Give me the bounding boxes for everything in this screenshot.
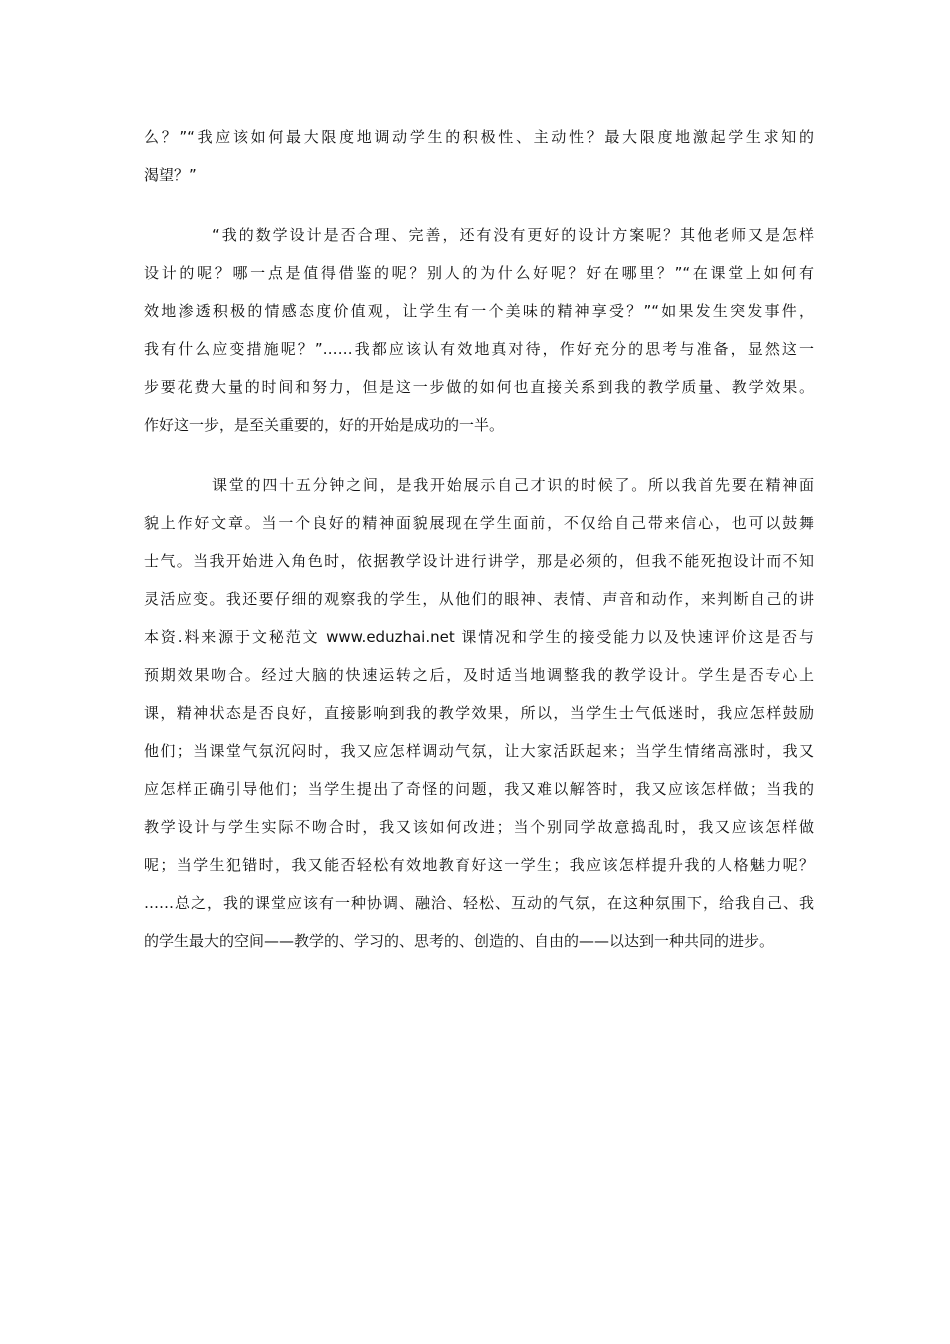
text-line: “我的数学设计是否合理、完善，还有没有更好的设计方案呢？其他老师又是怎样 xyxy=(212,226,814,244)
text-line: 步要花费大量的时间和努力，但是这一步做的如何也直接关系到我的教学质量、教学效果。 xyxy=(144,378,814,396)
text-line: 我有什么应变措施呢？”……我都应该认有效地真对待，作好充分的思考与准备，显然这一 xyxy=(144,340,814,358)
text-line: 呢；当学生犯错时，我又能否轻松有效地教育好这一学生；我应该怎样提升我的人格魅力呢？ xyxy=(144,856,814,874)
paragraph-gap xyxy=(144,194,814,216)
text-line: 课，精神状态是否良好，直接影响到我的教学效果，所以，当学生士气低迷时，我应怎样鼓励 xyxy=(144,704,814,722)
text-line: 士气。当我开始进入角色时，依据教学设计进行讲学，那是必须的，但我不能死抱设计而不知 xyxy=(144,552,814,570)
text-line: 设计的呢？哪一点是值得借鉴的呢？别人的为什么好呢？好在哪里？”“在课堂上如何有 xyxy=(144,264,814,282)
document-body xyxy=(144,118,814,960)
text-line: 的学生最大的空间——教学的、学习的、思考的、创造的、自由的——以达到一种共同的进步。 xyxy=(144,932,775,950)
text-line: 课堂的四十五分钟之间，是我开始展示自己才识的时候了。所以我首先要在精神面 xyxy=(212,476,814,494)
text-line: 么？”“我应该如何最大限度地调动学生的积极性、主动性？最大限度地激起学生求知的 xyxy=(144,128,814,146)
text-line: 作好这一步，是至关重要的，好的开始是成功的一半。 xyxy=(144,416,505,434)
paragraph-gap xyxy=(144,444,814,466)
text-line: 本资.料来源于文秘范文 www.eduzhai.net 课情况和学生的接受能力以及快速评价这是否与 xyxy=(144,628,814,646)
text-line: 貌上作好文章。当一个良好的精神面貌展现在学生面前，不仅给自己带来信心，也可以鼓舞 xyxy=(144,514,814,532)
text-line: 应怎样正确引导他们；当学生提出了奇怪的问题，我又难以解答时，我又应该怎样做；当我的 xyxy=(144,780,814,798)
text-line: 教学设计与学生实际不吻合时，我又该如何改进；当个别同学故意捣乱时，我又应该怎样做 xyxy=(144,818,814,836)
text-line: 预期效果吻合。经过大脑的快速运转之后，及时适当地调整我的教学设计。学生是否专心上 xyxy=(144,666,814,684)
text-line: 渴望？” xyxy=(144,166,197,184)
text-line: 灵活应变。我还要仔细的观察我的学生，从他们的眼神、表情、声音和动作，来判断自己的讲 xyxy=(144,590,814,608)
text-line: 效地渗透积极的情感态度价值观，让学生有一个美味的精神享受？”“如果发生突发事件， xyxy=(144,302,814,320)
text-line: ……总之，我的课堂应该有一种协调、融洽、轻松、互动的气氛，在这种氛围下，给我自己、我 xyxy=(144,894,814,912)
text-line: 他们；当课堂气氛沉闷时，我又应怎样调动气氛，让大家活跃起来；当学生情绪高涨时，我又 xyxy=(144,742,814,760)
